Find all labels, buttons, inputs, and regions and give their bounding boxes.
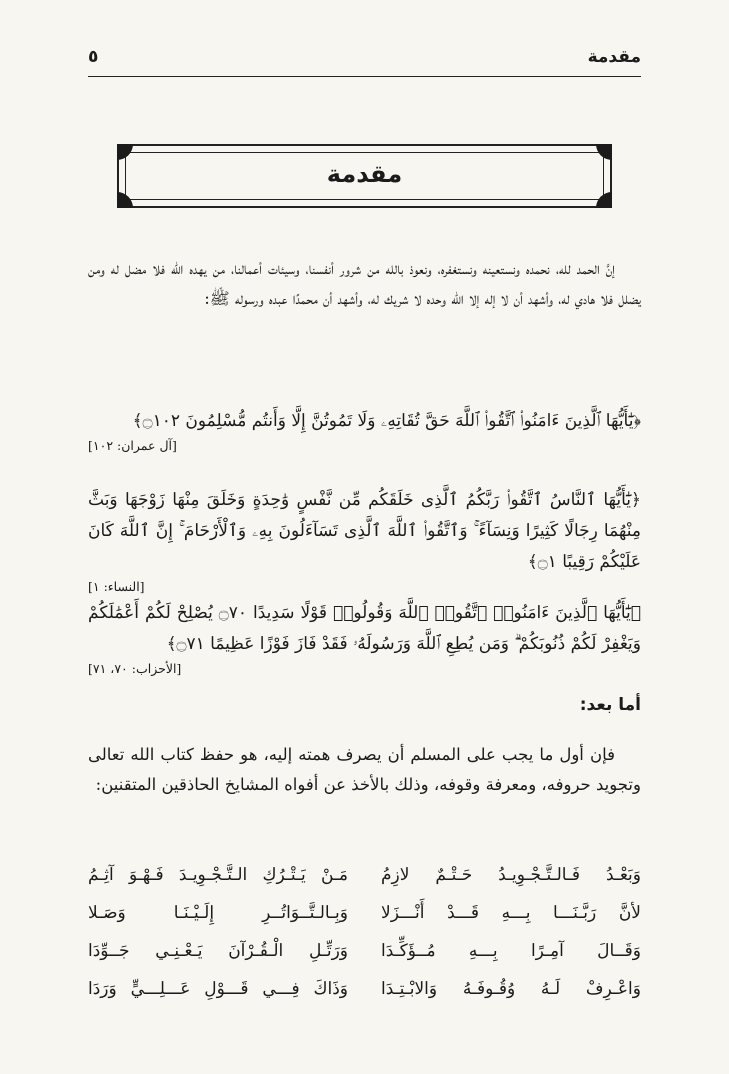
poem-line [88,894,641,932]
chapter-title-frame [117,144,612,208]
poem-hemistich-right: وَقَــالَ آمِـرًا بِـــهِ مُــؤَكِّـدَا [381,941,641,961]
poem-line [88,932,641,970]
quran-verse: ﴿يَٰٓأَيُّهَا ٱلَّذِينَ ءَامَنُوا۟ ٱتَّقُوا۟ ٱللَّهَ حَقَّ تُقَاتِهِۦ وَلَا تَمُوتُنَّ إِلَّا وَأَنتُم مُّسْلِمُونَ ۝١٠٢﴾ [132,411,641,431]
page-number: ٥ [88,47,99,67]
after-that-section [88,690,641,720]
main-paragraph: فإن أول ما يجب على المسلم أن يصرف همته إليه، هو حفظ كتاب الله تعالى وتجويد حروفه، ومعرفة وقوفه، وذلك بالأخذ عن أفواه المشايخ الحاذقين المتقنين: [88,745,641,794]
poem-hemistich-left: وَرَتِّـلِ الْـقُـرْآنَ يَـعْـنِـي جَــوِّدَا [88,941,348,961]
verse-reference: [الأحزاب: ٧٠، ٧١] [88,661,182,676]
verse-block-3 [88,598,641,678]
intro-paragraph-block [88,254,641,314]
running-header-title: مقدمة [587,47,641,67]
quran-verse: ﴿يَٰٓأَيُّهَا ٱلنَّاسُ ٱتَّقُوا۟ رَبَّكُمُ ٱلَّذِى خَلَقَكُم مِّن نَّفْسٍ وَٰحِدَةٍ وَخَلَقَ مِنْهَا زَوْجَهَا وَبَثَّ مِنْهُمَا رِجَالًا كَثِيرًا وَنِسَآءً ۚ وَٱتَّقُوا۟ ٱللَّهَ ٱلَّذِى تَسَآءَلُونَ بِهِۦ وَٱلْأَرْحَامَ ۚ إِنَّ ٱللَّهَ كَانَ عَلَيْكُمْ رَقِيبًا ۝١﴾ [88,490,641,572]
poem-hemistich-right: وَبَعْـدُ فَـالـتَّـجْـوِيـدُ حَـتْـمٌ لازِمُ [381,865,641,885]
poem-line [88,970,641,1008]
quran-verse: ﴿يَٰٓأَيُّهَا ٱلَّذِينَ ءَامَنُوا۟ ٱتَّقُوا۟ ٱللَّهَ وَقُولُوا۟ قَوْلًا سَدِيدًا ۝٧٠ يُصْلِحْ لَكُمْ أَعْمَٰلَكُمْ وَيَغْفِرْ لَكُمْ ذُنُوبَكُمْ ۗ وَمَن يُطِعِ ٱللَّهَ وَرَسُولَهُۥ فَقَدْ فَازَ فَوْزًا عَظِيمًا ۝٧١﴾ [88,603,641,654]
chapter-title: مقدمة [326,160,403,188]
verse-reference: [آل عمران: ١٠٢] [88,438,177,453]
poem-block [88,856,641,1008]
poem-hemistich-left: وَبِـالـتَّــوَاتُــرِ إِلَـيْـنَـا وَصَـلا [88,903,348,923]
poem-line [88,856,641,894]
verse-reference: [النساء: ١] [88,579,145,594]
verse-block-1 [88,406,641,455]
verse-block-2 [88,485,641,596]
poem-hemistich-right: لأنَّ رَبَّـنَـــا بِـــهِ قَـــدْ أَنْـــزَلا [381,903,641,923]
section-subheading: أما بعد: [579,695,641,715]
poem-hemistich-left: وَذَاكَ فِـــي قَـــوْلِ عَـــلِـــيٍّ وَرَدَا [88,979,348,999]
running-header [88,42,641,72]
header-rule [88,76,641,77]
main-paragraph-block [88,740,641,800]
intro-paragraph: إنَّ الحمد لله، نحمده ونستعينه ونستغفره، ونعوذ بالله من شرور أنفسنا، وسيئات أعمالنا، من يهده الله فلا مضل له ومن يضلل فلا هادي له، وأشهد أن لا إله إلا الله وحده لا شريك له، وأشهد أن محمدًا عبده ورسوله ﷺ: [88,259,641,308]
poem-hemistich-right: وَاعْـرِفْ لَـهُ وُقُـوفَـهُ وَالابْـتِـدَا [381,979,641,999]
poem-hemistich-left: مَـنْ يَـتْـرُكِ الـتَّـجْـوِيـدَ فَـهْـوَ آثِـمُ [88,865,348,885]
